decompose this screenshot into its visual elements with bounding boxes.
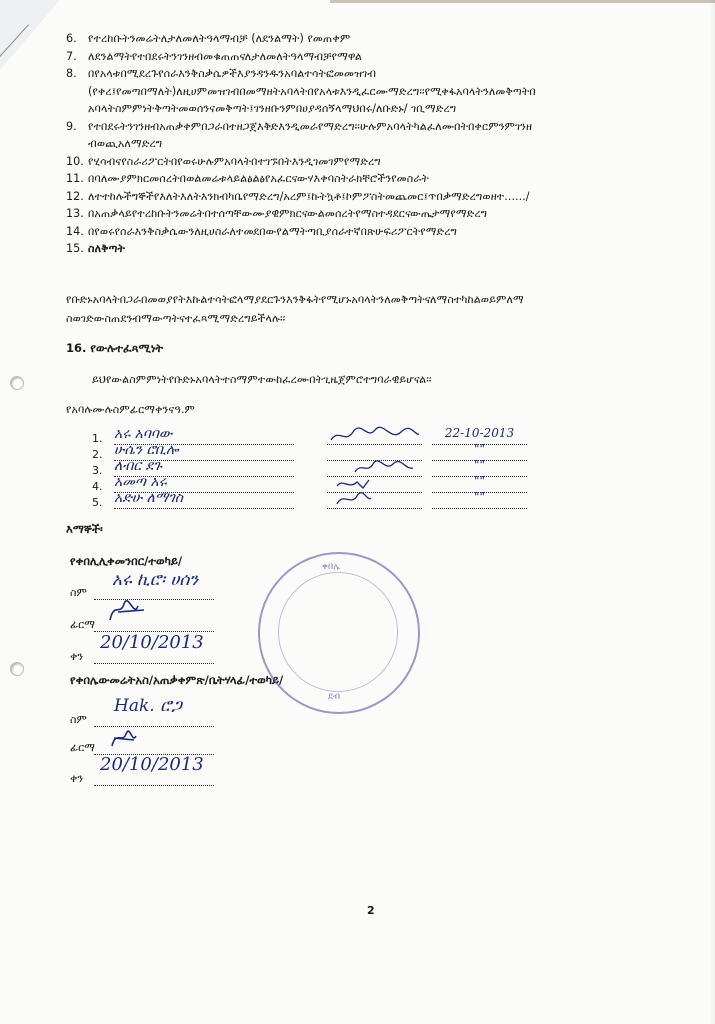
signatory-name: አመጣ አሩ bbox=[114, 474, 294, 493]
item-text: በባለሙያምክርመሰረትበወልመሬቱላይልፅልፅየአፈርናውሃእቀባስትራክቸሮችንየመስራት bbox=[88, 172, 429, 185]
signature-scribble bbox=[327, 490, 422, 508]
land-office-heading: የቀበሌውመሬትአስ/አጠቃቀምጽ/ቤትሃላፊ/ተወካይ/ bbox=[70, 673, 284, 687]
section-16-heading: 16. የውሉተፈጻሚነት bbox=[66, 341, 164, 355]
item-number: 7. bbox=[66, 49, 77, 63]
stamp-text-top: ቀበሌ bbox=[322, 562, 340, 572]
chairman-date-handwritten: 20/10/2013 bbox=[100, 632, 204, 653]
list-item bbox=[66, 30, 696, 48]
list-item bbox=[66, 240, 696, 258]
signature-date: "" bbox=[432, 458, 527, 477]
witnesses-heading: እማኞች፡ bbox=[66, 522, 103, 536]
land-office-signature bbox=[104, 726, 144, 752]
land-office-name-handwritten: Hak. ሮጋ bbox=[114, 696, 182, 716]
list-item bbox=[66, 48, 696, 66]
signatory-name: አድሁ ለማገስ bbox=[114, 490, 294, 509]
item-number: 15. bbox=[66, 242, 84, 255]
list-item bbox=[66, 65, 696, 83]
signature-date: "" bbox=[432, 442, 527, 461]
item-text-continuation: አባላትስምምነትቅጣትመወሰንናመቅጣት፤ገንዘቡንምበሀያዳሰኝላማህበሩ/ለቡድኑ/ ገቢማድረግ bbox=[88, 102, 457, 115]
signatory-row bbox=[92, 490, 532, 512]
item-text: ለተተከሉችግኞችየእለትእለትእንክብካቤየማድረግ/አረም፤ኩትኳቶ፤ኮምፖስትመጨመር፤ጥበቃማድረግወዘተ....../ bbox=[88, 189, 530, 203]
item-text: ለደንልማትየተበደሩትንገንዘብመቁጠጠናለታለመለትዓላማብቻየማዋል bbox=[88, 49, 362, 63]
item-number: 6. bbox=[66, 32, 77, 45]
signatory-name: አሩ አባባው bbox=[114, 426, 294, 445]
chairman-heading: የቀበሊሊቀመንበር/ተወካይ/ bbox=[70, 554, 183, 568]
item-number: 11. bbox=[66, 172, 84, 185]
list-item bbox=[66, 205, 696, 223]
row-number: 2. bbox=[92, 448, 103, 461]
section-16-text: ይህየውልስምምነትየቡድኑአባላትተስማምተውከፈረሙበትጊዜጀምሮተግባራዊይሆናል፡፡ bbox=[92, 373, 432, 386]
name-label: ስም bbox=[70, 713, 87, 726]
signature-date: "" bbox=[432, 474, 527, 493]
date-label: ቀን bbox=[70, 772, 84, 785]
signatory-name: ሁሴን ሮቢሎ bbox=[114, 442, 294, 461]
signatories-intro: የአባሉሙሉስምፊርማቀንናዓ.ም bbox=[66, 403, 195, 416]
obligations-list bbox=[66, 30, 696, 258]
page-number: 2 bbox=[367, 904, 375, 917]
list-item bbox=[66, 170, 696, 188]
row-number: 3. bbox=[92, 464, 103, 477]
item-text-continuation: ብወጪአለማድረግ bbox=[88, 137, 163, 150]
item-text: የሂሳብናየስራሪፖርትበየወሩሁሉምአባላትበተገኙበትእንዲገመገምየማድረግ bbox=[88, 154, 381, 168]
item-text: በአጠቃላይየተረከቡትንመሬትበተሰጣቸውሙያዊምክርናውልመሰረትየማስተዳደርናውጤታማየማድረግ bbox=[88, 207, 488, 220]
official-stamp bbox=[258, 552, 420, 714]
item-text: በየአላቱበሚደረጉየሰራእንቅስቃሴዎችእያንዳንዱንአባልተሳትፎመመዝገብ bbox=[88, 67, 377, 80]
item-text: በየወሩየሰራእንቅስቃሴውንለዚሀስራለተመደበውየልማትጣቢያሰራተኛበጽሁፍሪፖርትየማድረግ bbox=[88, 224, 457, 238]
land-office-date-handwritten: 20/10/2013 bbox=[100, 754, 204, 775]
signature-label: ፊርማ bbox=[70, 618, 95, 631]
row-number: 4. bbox=[92, 480, 103, 493]
signature-date: "" bbox=[432, 490, 527, 509]
list-item bbox=[66, 223, 696, 241]
page-edge-shadow bbox=[709, 0, 715, 1024]
signature-label: ፊርማ bbox=[70, 741, 95, 754]
item-number: 8. bbox=[66, 67, 77, 80]
punch-hole-icon bbox=[10, 662, 24, 676]
paragraph-line: የቡድኑአባላትበጋራበመወያየትእኩልተሳትፎላማያደርጉንእንቅፋትየሚሆኑአባላትንለመቅጣትናለማስተካከልወይምለማ bbox=[66, 293, 524, 306]
chairman-signature bbox=[104, 596, 154, 626]
name-label: ስም bbox=[70, 586, 87, 599]
punch-hole-icon bbox=[10, 376, 24, 390]
row-number: 1. bbox=[92, 432, 103, 445]
chairman-name-handwritten: አሩ ኪሮ፡ ሀሰን bbox=[112, 570, 199, 590]
list-item bbox=[66, 188, 696, 206]
signature-field bbox=[327, 490, 422, 509]
folded-corner bbox=[0, 0, 60, 70]
signature-date: 22-10-2013 bbox=[432, 426, 527, 445]
list-item bbox=[66, 153, 696, 171]
item-number: 12. bbox=[66, 189, 84, 203]
item-text: የተረከቡትንመሬትለታለመለትዓላማብቻ (ለደንልማት) የመጠቀም bbox=[88, 32, 351, 45]
item-number: 10. bbox=[66, 154, 84, 168]
item-text-continuation: (የቀረ፤የመጣበማለት)ለዚሀምመዝገብበመማዘትአባላትበየአላቱእንዲፈርሙማድረግ፡፡የሚቀፋአባላትንለመቅጣትበ bbox=[88, 84, 536, 98]
item-text: ስለቅጣት bbox=[88, 242, 126, 255]
item-number: 13. bbox=[66, 207, 84, 220]
row-number: 5. bbox=[92, 496, 103, 509]
paragraph-line: ስወገድውስጠደንብማውጣትናተፈጻሚማድረግይችላሉ፡፡ bbox=[66, 312, 286, 325]
scan-edge bbox=[330, 0, 715, 3]
stamp-text-bottom: ደብ bbox=[328, 692, 341, 702]
item-text: የተበደሩትንገንዘብአጠቃቀምበጋራበተዘጋጀእቅድእንዲመራየማድረግ፡፡ሁሉምአባላትካልፈለሙበትበቀርምንምገንዘ bbox=[88, 119, 533, 133]
list-item bbox=[66, 118, 696, 136]
penalty-paragraph bbox=[66, 290, 686, 328]
date-label: ቀን bbox=[70, 650, 84, 663]
item-number: 9. bbox=[66, 119, 77, 133]
item-number: 14. bbox=[66, 224, 84, 238]
signatory-name: ለብር ደጉ bbox=[114, 458, 294, 477]
